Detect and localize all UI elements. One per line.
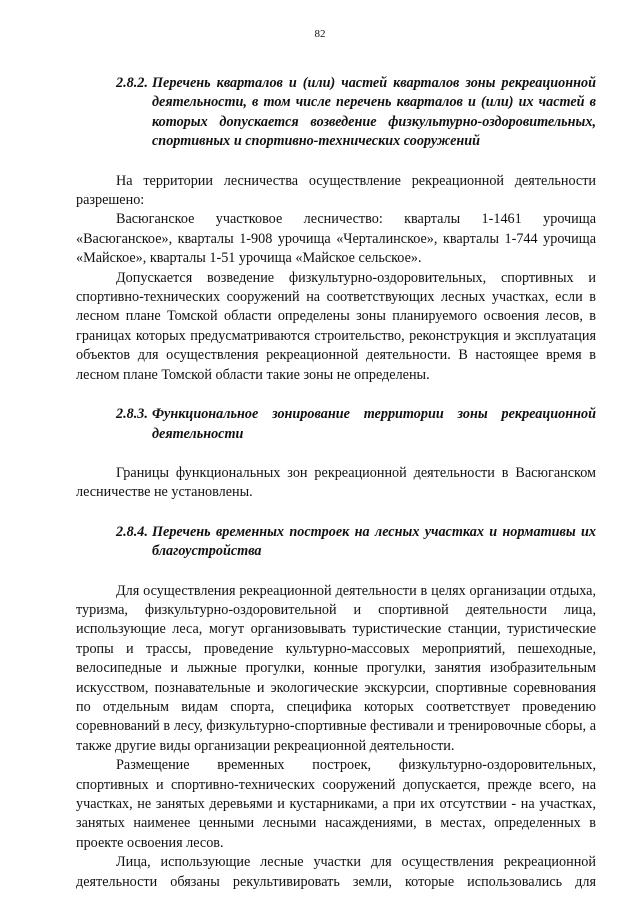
paragraph: Границы функциональных зон рекреационной деятельности в Васюганском лесничестве не установлены. — [76, 464, 596, 501]
section-title: Перечень временных построек на лесных участках и нормативы их благоустройства — [152, 523, 596, 560]
document-body — [76, 74, 596, 912]
page-number: 82 — [314, 28, 326, 40]
section-body-2-8-4 — [76, 582, 596, 893]
section-number: 2.8.3. — [116, 406, 148, 423]
section-title: Перечень кварталов и (или) частей кварталов зоны рекреационной деятельности, в том числе перечень кварталов и (или) их частей в которых допускается возведение физкультурно-оздоровительных, спортивных и спортивно-технических сооружений — [152, 75, 596, 150]
paragraph: Для осуществления рекреационной деятельности в целях организации отдыха, туризма, физкультурно-оздоровительной и спортивной деятельности лица, использующие леса, могут организовывать туристические станции, туристические тропы и трассы, проведение культурно-массовых мероприятий, пешеходные, велосипедные и лыжные прогулки, конные прогулки, занятия изобразительным искусством, познавательные и экологические экскурсии, спортивные соревнования по отдельным видам спорта, специфика которых соответствует проведению соревнований в лесу, физкультурно-спортивные фестивали и тренировочные сборы, а также другие виды организации рекреационной деятельности. — [76, 582, 596, 754]
paragraph: Размещение временных построек, физкультурно-оздоровительных, спортивных и спортивно-технических сооружений допускается, прежде всего, на участках, не занятых деревьями и кустарниками, а при их отсутствии - на участках, занятых наименее ценными лесными насаждениями, в местах, определенных в проекте освоения лесов. — [76, 757, 596, 851]
section-number: 2.8.2. — [116, 75, 148, 91]
paragraph: Допускается возведение физкультурно-оздоровительных, спортивных и спортивно-технических сооружений на соответствующих лесных участках, если в лесном плане Томской области определены зоны планируемого освоения лесов, в границах которых предусматриваются строительство, реконструкция и эксплуатация объектов для осуществления рекреационной деятельности. В настоящее время в лесном плане Томской области такие зоны не определены. — [76, 269, 596, 383]
paragraph: Лица, использующие лесные участки для осуществления рекреационной деятельности обязаны рекультивировать земли, которые использовались для — [76, 854, 596, 890]
section-number: 2.8.4. — [116, 523, 148, 540]
section-title: Функциональное зонирование территории зоны рекреационной деятельности — [152, 406, 596, 442]
paragraph: На территории лесничества осуществление рекреационной деятельности разрешено: — [76, 172, 596, 209]
section-heading-2-8-2 — [76, 74, 596, 152]
paragraph: Васюганское участковое лесничество: кварталы 1-1461 урочища «Васюганское», кварталы 1-908 урочища «Черталинское», кварталы 1-744 урочища «Майское», кварталы 1-51 урочища «Майское сельское». — [76, 211, 596, 267]
section-heading-2-8-3 — [76, 405, 596, 444]
section-body-2-8-3 — [76, 464, 596, 503]
section-body-2-8-2 — [76, 172, 596, 385]
section-heading-2-8-4 — [76, 523, 596, 562]
